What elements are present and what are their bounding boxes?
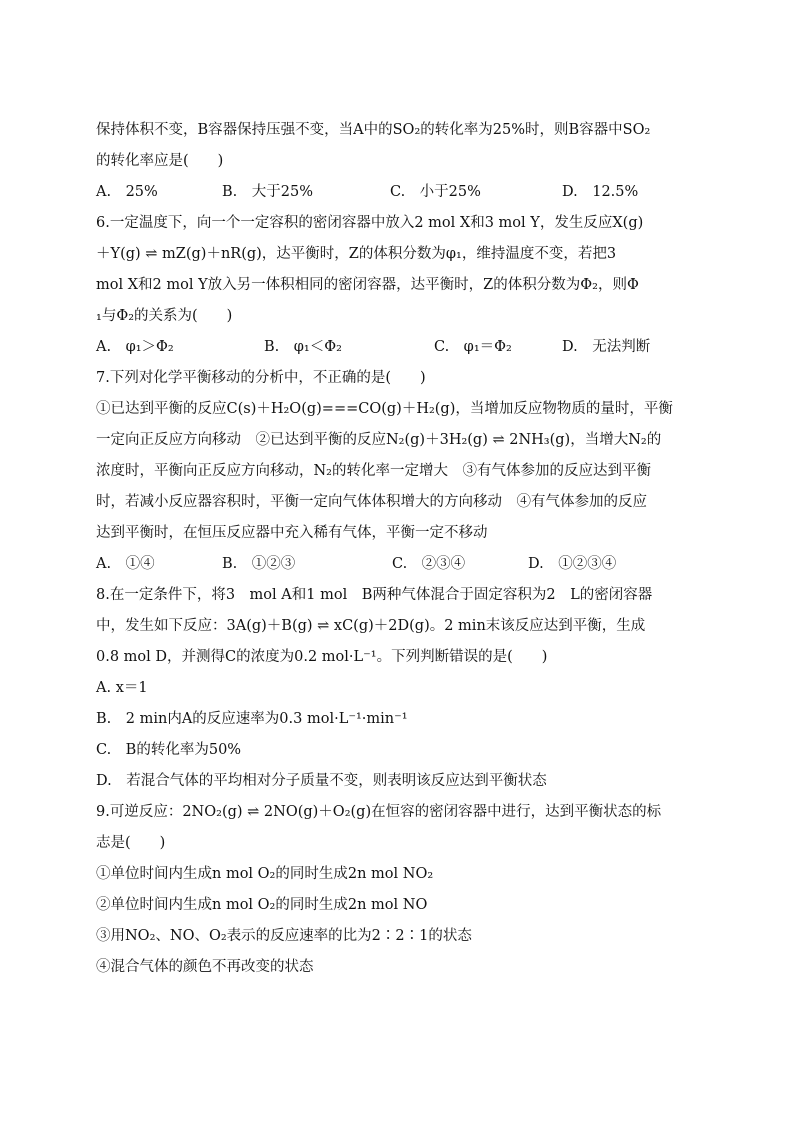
- q7-stem: 7.下列对化学平衡移动的分析中，不正确的是( ): [96, 370, 426, 386]
- q6-line-1: 6.一定温度下，向一个一定容积的密闭容器中放入2 mol X和3 mol Y，发生反应X(g): [96, 215, 644, 231]
- q6-option-c[interactable]: C. φ₁＝Φ₂: [434, 339, 512, 355]
- q6-option-d[interactable]: D. 无法判断: [562, 339, 651, 355]
- q8-line-1: 8.在一定条件下，将3 mol A和1 mol B两种气体混合于固定容积为2 L的密闭容器: [96, 587, 653, 603]
- q7-line-1: ①已达到平衡的反应C(s)＋H₂O(g)===CO(g)＋H₂(g)，当增加反应物物质的量时，平衡: [96, 401, 673, 417]
- q6-option-b[interactable]: B. φ₁＜Φ₂: [264, 339, 342, 355]
- q7-option-a[interactable]: A. ①④: [96, 556, 155, 572]
- q5-options: [96, 177, 702, 208]
- q7-option-b[interactable]: B. ①②③: [222, 556, 296, 572]
- q6-line-4: ₁与Φ₂的关系为( ): [96, 308, 233, 324]
- q8-option-b[interactable]: B. 2 min内A的反应速率为0.3 mol·L⁻¹·min⁻¹: [96, 711, 408, 727]
- q9-line-2: 志是( ): [96, 835, 166, 851]
- q6-options: [96, 332, 702, 363]
- q7-line-3: 浓度时，平衡向正反应方向移动，N₂的转化率一定增大 ③有气体参加的反应达到平衡: [96, 463, 651, 479]
- q7-line-4: 时，若减小反应器容积时，平衡一定向气体体积增大的方向移动 ④有气体参加的反应: [96, 494, 647, 510]
- question-content: [96, 115, 702, 983]
- q8-option-d[interactable]: D. 若混合气体的平均相对分子质量不变，则表明该反应达到平衡状态: [96, 773, 547, 789]
- q9-line-1: 9.可逆反应：2NO₂(g) ⇌ 2NO(g)＋O₂(g)在恒容的密闭容器中进行，达到平衡状态的标: [96, 804, 662, 820]
- q9-item-1: ①单位时间内生成n mol O₂的同时生成2n mol NO₂: [96, 866, 434, 882]
- q5-option-d[interactable]: D. 12.5%: [562, 184, 639, 200]
- q5-line-1: 保持体积不变，B容器保持压强不变，当A中的SO₂的转化率为25%时，则B容器中SO₂: [96, 122, 651, 138]
- q5-option-a[interactable]: A. 25%: [96, 184, 158, 200]
- q7-option-d[interactable]: D. ①②③④: [528, 556, 617, 572]
- q8-option-c[interactable]: C. B的转化率为50%: [96, 742, 242, 758]
- q5-line-2: 的转化率应是( ): [96, 153, 224, 169]
- q6-line-2: ＋Y(g) ⇌ mZ(g)＋nR(g)，达平衡时，Z的体积分数为φ₁，维持温度不变，若把3: [96, 246, 617, 262]
- q5-option-b[interactable]: B. 大于25%: [222, 184, 313, 200]
- q8-line-2: 中，发生如下反应：3A(g)＋B(g) ⇌ xC(g)＋2D(g)。2 min末该反应达到平衡，生成: [96, 618, 646, 634]
- q5-option-c[interactable]: C. 小于25%: [390, 184, 481, 200]
- q7-options: [96, 549, 702, 580]
- q6-option-a[interactable]: A. φ₁＞Φ₂: [96, 339, 174, 355]
- q9-item-4: ④混合气体的颜色不再改变的状态: [96, 959, 314, 975]
- q7-line-5: 达到平衡时，在恒压反应器中充入稀有气体，平衡一定不移动: [96, 525, 488, 541]
- q9-item-3: ③用NO₂、NO、O₂表示的反应速率的比为2∶2∶1的状态: [96, 928, 472, 944]
- q7-option-c[interactable]: C. ②③④: [392, 556, 466, 572]
- q7-line-2: 一定向正反应方向移动 ②已达到平衡的反应N₂(g)＋3H₂(g) ⇌ 2NH₃(g)，当增大N₂的: [96, 432, 662, 448]
- q9-item-2: ②单位时间内生成n mol O₂的同时生成2n mol NO: [96, 897, 428, 913]
- q6-line-3: mol X和2 mol Y放入另一体积相同的密闭容器，达平衡时，Z的体积分数为Φ₂，则Φ: [96, 277, 639, 293]
- q8-line-3: 0.8 mol D，并测得C的浓度为0.2 mol·L⁻¹。下列判断错误的是( ): [96, 649, 548, 665]
- q8-option-a[interactable]: A. x＝1: [96, 680, 148, 696]
